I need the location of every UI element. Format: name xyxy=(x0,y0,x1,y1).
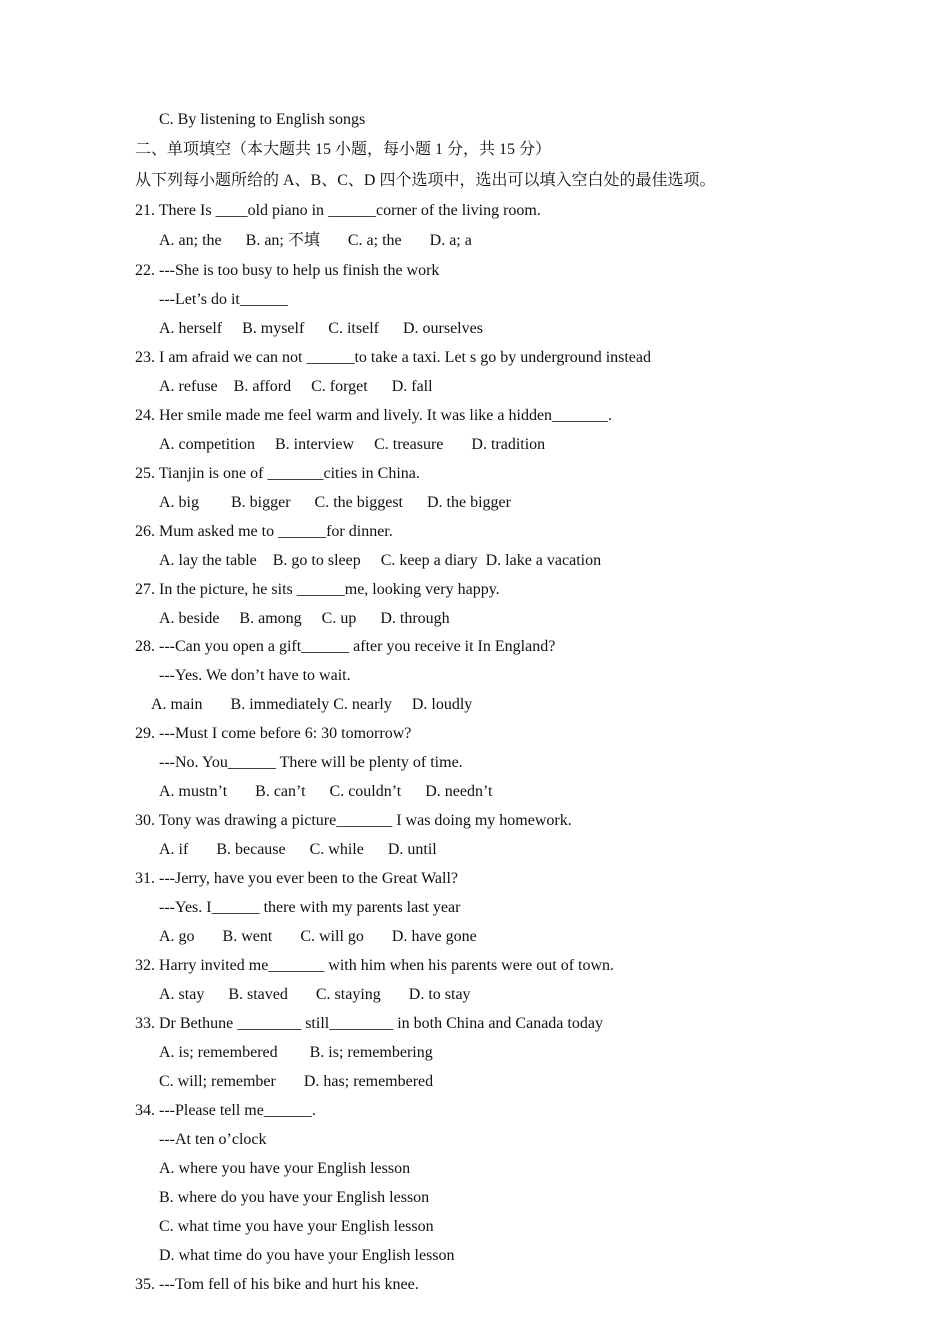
question-30: 30. Tony was drawing a picture_______ I was doing my homework. xyxy=(135,812,572,829)
options-32: A. stay B. staved C. staying D. to stay xyxy=(159,986,471,1003)
question-27: 27. In the picture, he sits ______me, looking very happy. xyxy=(135,581,500,598)
options-27: A. beside B. among C. up D. through xyxy=(159,610,450,627)
option-34-b: B. where do you have your English lesson xyxy=(159,1189,430,1206)
option-34-a: A. where you have your English lesson xyxy=(159,1160,411,1177)
options-21: A. an; the B. an; 不填 C. a; the D. a; a xyxy=(159,232,472,249)
options-33-cd: C. will; remember D. has; remembered xyxy=(159,1073,434,1090)
options-30: A. if B. because C. while D. until xyxy=(159,841,437,858)
option-line: C. By listening to English songs xyxy=(159,111,366,128)
question-28: 28. ---Can you open a gift______ after you receive it In England? xyxy=(135,638,556,655)
question-22: 22. ---She is too busy to help us finish the work xyxy=(135,262,440,279)
option-34-c: C. what time you have your English lesson xyxy=(159,1218,434,1235)
question-22-reply: ---Let’s do it______ xyxy=(159,291,288,308)
section-heading: 二、单项填空（本大题共 15 小题，每小题 1 分，共 15 分） xyxy=(135,141,552,158)
question-21: 21. There Is ____old piano in ______corner of the living room. xyxy=(135,202,541,219)
question-32: 32. Harry invited me_______ with him when his parents were out of town. xyxy=(135,957,615,974)
options-31: A. go B. went C. will go D. have gone xyxy=(159,928,477,945)
question-34-reply: ---At ten o’clock xyxy=(159,1131,267,1148)
question-29-reply: ---No. You______ There will be plenty of time. xyxy=(159,754,463,771)
question-31: 31. ---Jerry, have you ever been to the Great Wall? xyxy=(135,870,459,887)
options-29: A. mustn’t B. can’t C. couldn’t D. needn’t xyxy=(159,783,493,800)
option-34-d: D. what time do you have your English lesson xyxy=(159,1247,455,1264)
question-26: 26. Mum asked me to ______for dinner. xyxy=(135,523,393,540)
options-33-ab: A. is; remembered B. is; remembering xyxy=(159,1044,433,1061)
options-24: A. competition B. interview C. treasure D. tradition xyxy=(159,436,546,453)
question-24: 24. Her smile made me feel warm and lively. It was like a hidden_______. xyxy=(135,407,613,424)
question-29: 29. ---Must I come before 6: 30 tomorrow? xyxy=(135,725,412,742)
section-instruction: 从下列每小题所给的 A、B、C、D 四个选项中，选出可以填入空白处的最佳选项。 xyxy=(135,172,716,189)
question-34: 34. ---Please tell me______. xyxy=(135,1102,316,1119)
options-25: A. big B. bigger C. the biggest D. the bigger xyxy=(159,494,511,511)
options-22: A. herself B. myself C. itself D. ourselves xyxy=(159,320,483,337)
question-31-reply: ---Yes. I______ there with my parents last year xyxy=(159,899,461,916)
question-28-reply: ---Yes. We don’t have to wait. xyxy=(159,667,351,684)
question-35: 35. ---Tom fell of his bike and hurt his knee. xyxy=(135,1276,419,1293)
question-33: 33. Dr Bethune ________ still________ in both China and Canada today xyxy=(135,1015,603,1032)
options-23: A. refuse B. afford C. forget D. fall xyxy=(159,378,433,395)
options-26: A. lay the table B. go to sleep C. keep a diary D. lake a vacation xyxy=(159,552,602,569)
question-23: 23. I am afraid we can not ______to take a taxi. Let s go by underground instead xyxy=(135,349,652,366)
question-25: 25. Tianjin is one of _______cities in China. xyxy=(135,465,420,482)
options-28: A. main B. immediately C. nearly D. loudly xyxy=(151,696,473,713)
